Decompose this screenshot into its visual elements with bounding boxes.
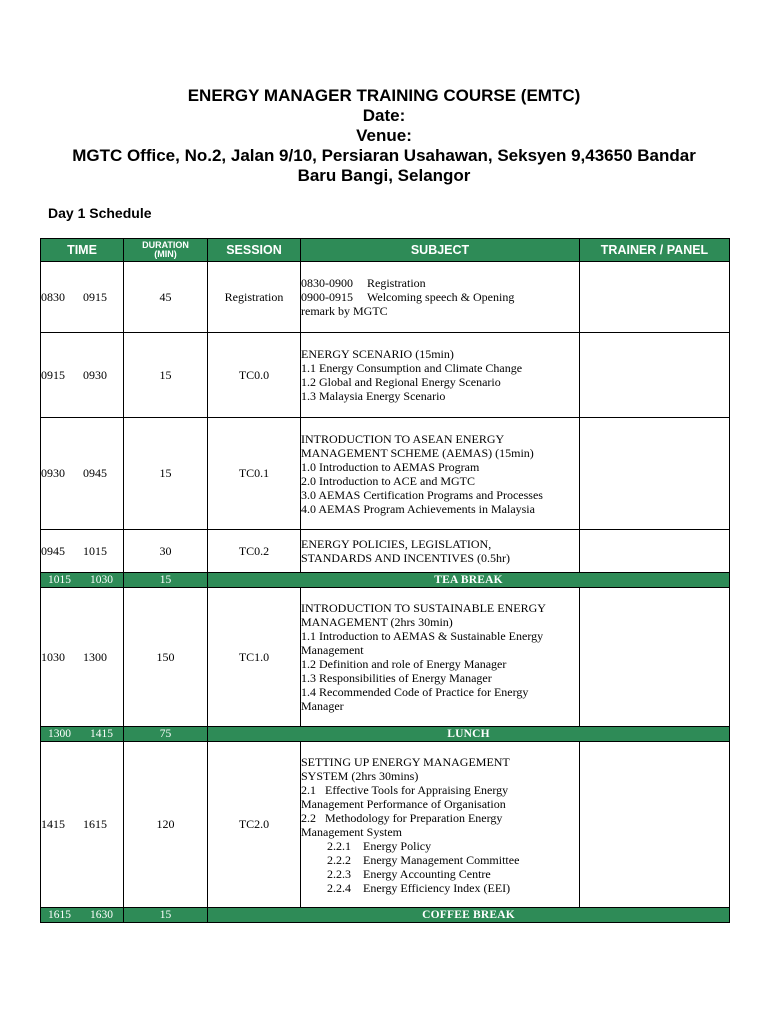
end-time: 1615 [83,817,107,831]
venue-address-line2: Baru Bangi, Selangor [297,166,471,185]
table-row [41,262,730,333]
break-label: TEA BREAK [208,573,730,588]
subject-line: SETTING UP ENERGY MANAGEMENT [301,754,510,769]
end-time: 0930 [83,367,107,382]
subject-line: STANDARDS AND INCENTIVES (0.5hr) [301,551,511,565]
break-time-cell [41,573,124,588]
break-label: LUNCH [208,727,730,742]
trainer-cell [580,530,730,573]
break-start-time: 1015 [48,574,71,586]
start-time: 1415 [41,817,65,831]
subject-line: INTRODUCTION TO SUSTAINABLE ENERGY [301,601,546,615]
subject-line: Management System [301,824,402,839]
session-cell: TC0.2 [208,530,301,573]
subject-line: 4.0 AEMAS Program Achievements in Malaysia [301,501,535,516]
subject-line: Manager [301,699,344,713]
end-time: 1300 [83,649,107,664]
subject-line: 1.1 Energy Consumption and Climate Change [301,361,523,375]
duration-cell: 120 [124,742,208,908]
subject-cell [301,262,580,333]
trainer-cell [580,742,730,908]
subject-cell [301,588,580,727]
duration-cell: 150 [124,588,208,727]
end-time: 1015 [83,543,107,558]
break-end-time: 1630 [90,909,113,921]
subitem-number: 2.2.3 [327,866,351,881]
start-time: 0945 [41,543,65,558]
break-row [41,908,730,923]
table-row [41,418,730,530]
document-header [0,86,768,186]
subject-line: 1.3 Responsibilities of Energy Manager [301,671,492,685]
subject-line: 2.2 [301,810,316,825]
subject-line: MANAGEMENT (2hrs 30min) [301,615,453,629]
subject-line: Effective Tools for Appraising Energy [325,782,509,797]
column-header-duration [124,239,208,262]
column-header-time: TIME [41,239,124,262]
subject-line: 1.2 Definition and role of Energy Manager [301,657,507,671]
duration-cell: 15 [124,418,208,530]
subject-line: 3.0 AEMAS Certification Programs and Processes [301,487,543,502]
session-cell: Registration [208,262,301,333]
duration-header-line1: DURATION [142,240,189,250]
table-row [41,742,730,908]
session-cell: TC1.0 [208,588,301,727]
subject-line: Management Performance of Organisation [301,796,506,811]
session-cell: TC0.1 [208,418,301,530]
subject-line: Registration [367,276,426,290]
break-row [41,573,730,588]
time-cell [41,333,124,418]
table-row [41,530,730,573]
column-header-subject: SUBJECT [301,239,580,262]
subitem-text: Energy Management Committee [363,852,520,867]
column-header-session: SESSION [208,239,301,262]
subitem-text: Energy Accounting Centre [363,866,491,881]
subject-line: 0830-0900 [301,276,353,290]
date-label: Date: [362,106,406,125]
subject-line: INTRODUCTION TO ASEAN ENERGY [301,431,505,446]
break-time-cell [41,727,124,742]
end-time: 0945 [83,466,107,480]
trainer-cell [580,418,730,530]
schedule-table [40,238,730,923]
table-row [41,588,730,727]
break-start-time: 1300 [48,728,71,740]
break-start-time: 1615 [48,909,71,921]
time-cell [41,588,124,727]
subject-line: 2.1 [301,782,316,797]
column-header-trainer: TRAINER / PANEL [580,239,730,262]
subject-cell [301,418,580,530]
subitem-text: Energy Policy [363,838,432,853]
start-time: 0930 [41,466,65,480]
break-row [41,727,730,742]
start-time: 0915 [41,367,65,382]
end-time: 0915 [83,289,107,304]
subject-line: 1.2 Global and Regional Energy Scenario [301,375,501,389]
trainer-cell [580,333,730,418]
break-duration-cell: 15 [124,573,208,588]
duration-header-line2: (MIN) [154,249,177,259]
session-cell: TC2.0 [208,742,301,908]
duration-cell: 30 [124,530,208,573]
duration-cell: 45 [124,262,208,333]
table-header-row [41,239,730,262]
break-duration-cell: 75 [124,727,208,742]
subject-line: ENERGY SCENARIO (15min) [301,347,454,361]
subject-line: Methodology for Preparation Energy [325,810,503,825]
subitem-text: Energy Efficiency Index (EEI) [363,880,511,895]
subject-cell [301,530,580,573]
subject-line: 1.3 Malaysia Energy Scenario [301,389,446,403]
start-time: 1030 [41,649,65,664]
subject-line: Welcoming speech & Opening [367,290,515,304]
break-end-time: 1415 [90,728,113,740]
break-duration-cell: 15 [124,908,208,923]
course-title: ENERGY MANAGER TRAINING COURSE (EMTC) [187,86,581,105]
session-cell: TC0.0 [208,333,301,418]
subject-cell [301,333,580,418]
subject-line: SYSTEM (2hrs 30mins) [301,768,419,783]
subitem-number: 2.2.4 [327,880,351,895]
subitem-number: 2.2.1 [327,838,351,853]
venue-address-line1: MGTC Office, No.2, Jalan 9/10, Persiaran Usahawan, Seksyen 9,43650 Bandar [72,146,696,165]
subject-line: 0900-0915 [301,290,353,304]
trainer-cell [580,588,730,727]
break-time-cell [41,908,124,923]
day-schedule-title: Day 1 Schedule [48,205,152,221]
table-row [41,333,730,418]
trainer-cell [580,262,730,333]
break-label: COFFEE BREAK [208,908,730,923]
subject-cell [301,742,580,908]
subject-line: 1.1 Introduction to AEMAS & Sustainable Energy [301,629,544,643]
time-cell [41,530,124,573]
time-cell [41,262,124,333]
subject-line: 1.4 Recommended Code of Practice for Energy [301,685,529,699]
break-end-time: 1030 [90,574,113,586]
subitem-number: 2.2.2 [327,852,351,867]
subject-line: MANAGEMENT SCHEME (AEMAS) (15min) [301,445,534,460]
start-time: 0830 [41,289,65,304]
time-cell [41,418,124,530]
subject-line: 2.0 Introduction to ACE and MGTC [301,473,475,488]
time-cell [41,742,124,908]
subject-line: 1.0 Introduction to AEMAS Program [301,459,480,474]
subject-line: Management [301,643,364,657]
duration-cell: 15 [124,333,208,418]
subject-line: ENERGY POLICIES, LEGISLATION, [301,537,492,551]
subject-line: remark by MGTC [301,304,388,318]
venue-label: Venue: [356,126,412,145]
